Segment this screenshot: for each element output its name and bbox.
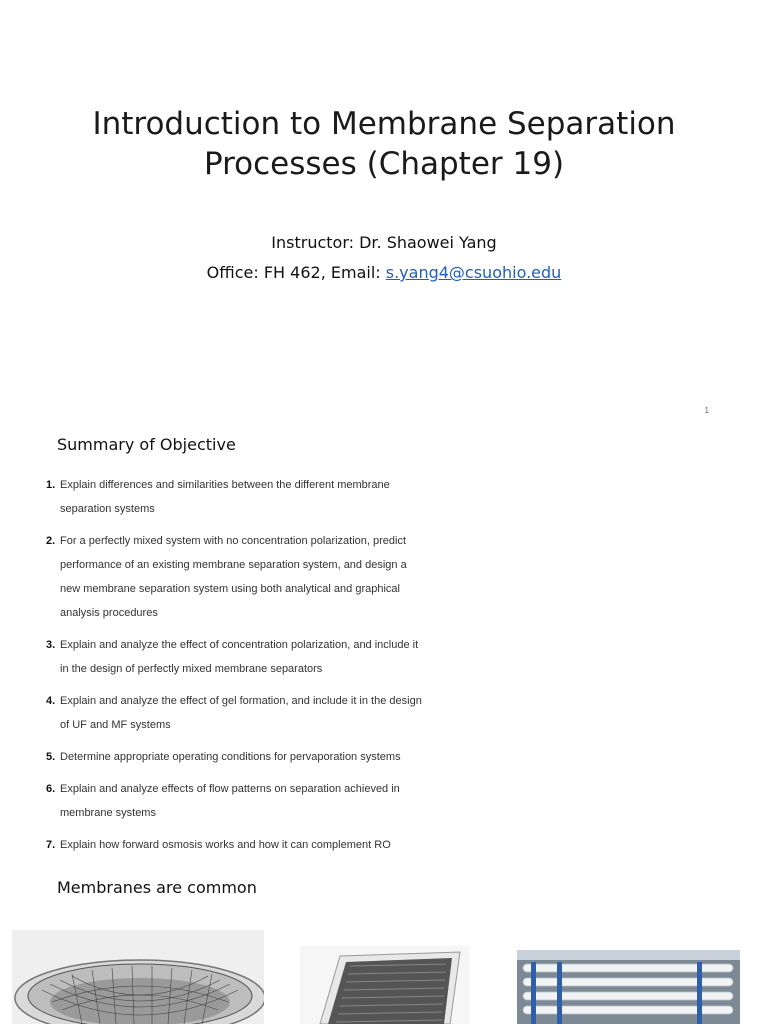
office-line: [0, 258, 768, 288]
membranes-slide: [0, 870, 768, 1024]
objective-item: [46, 529, 466, 625]
reverse-osmosis-plant-photo: [517, 950, 740, 1024]
ro-plant-icon: [517, 950, 740, 1024]
objective-number: 3.: [46, 639, 56, 651]
objective-text-line: separation systems: [60, 503, 155, 515]
objective-number: 5.: [46, 751, 56, 763]
instructor-name: Instructor: Dr. Shaowei Yang: [271, 233, 497, 252]
objective-text-line: membrane systems: [60, 807, 156, 819]
objective-text-line: Explain and analyze the effect of concentration polarization, and include it: [60, 639, 419, 651]
slide-title-line-2: Processes (Chapter 19): [203, 146, 565, 182]
objective-text-line: Explain and analyze the effect of gel formation, and include it in the design: [60, 695, 422, 707]
objective-text-line: Determine appropriate operating conditions for pervaporation systems: [60, 751, 401, 763]
objective-number: 6.: [46, 783, 56, 795]
objective-number: 2.: [46, 535, 56, 547]
objectives-heading: Summary of Objective: [57, 435, 236, 454]
carbon-air-filter-photo: [300, 946, 470, 1024]
objectives-list: [46, 473, 466, 865]
objective-text-line: Explain differences and similarities between the different membrane: [60, 479, 390, 491]
objective-text-line: Explain how forward osmosis works and how it can complement RO: [60, 839, 391, 851]
objective-text-line: performance of an existing membrane separation system, and design a: [60, 559, 407, 571]
office-label: Office: FH 462, Email:: [206, 263, 386, 282]
mesh-strainer-photo: [12, 930, 264, 1024]
mesh-strainer-icon: [12, 930, 264, 1024]
objective-item: [46, 473, 466, 521]
slide-title-line-1: Introduction to Membrane Separation: [92, 106, 676, 142]
air-filter-icon: [300, 946, 470, 1024]
membranes-heading: Membranes are common: [57, 878, 257, 897]
objective-text-line: in the design of perfectly mixed membrane separators: [60, 663, 323, 675]
objective-text-line: new membrane separation system using both analytical and graphical: [60, 583, 400, 595]
objective-number: 4.: [46, 695, 56, 707]
objective-item: [46, 633, 466, 681]
objective-item: [46, 689, 466, 737]
slide-title: [60, 104, 708, 184]
email-link[interactable]: s.yang4@csuohio.edu: [385, 263, 562, 282]
objective-text-line: of UF and MF systems: [60, 719, 171, 731]
objective-text-line: Explain and analyze effects of flow patterns on separation achieved in: [60, 783, 400, 795]
title-slide: [0, 0, 768, 425]
objective-text-line: analysis procedures: [60, 607, 158, 619]
objective-item: [46, 833, 466, 857]
objectives-slide: [0, 425, 768, 870]
objective-text-line: For a perfectly mixed system with no concentration polarization, predict: [60, 535, 407, 547]
page-number: 1: [704, 406, 709, 415]
objective-number: 1.: [46, 479, 56, 491]
objective-item: [46, 745, 466, 769]
objective-number: 7.: [46, 839, 56, 851]
instructor-info: [0, 228, 768, 288]
objective-item: [46, 777, 466, 825]
